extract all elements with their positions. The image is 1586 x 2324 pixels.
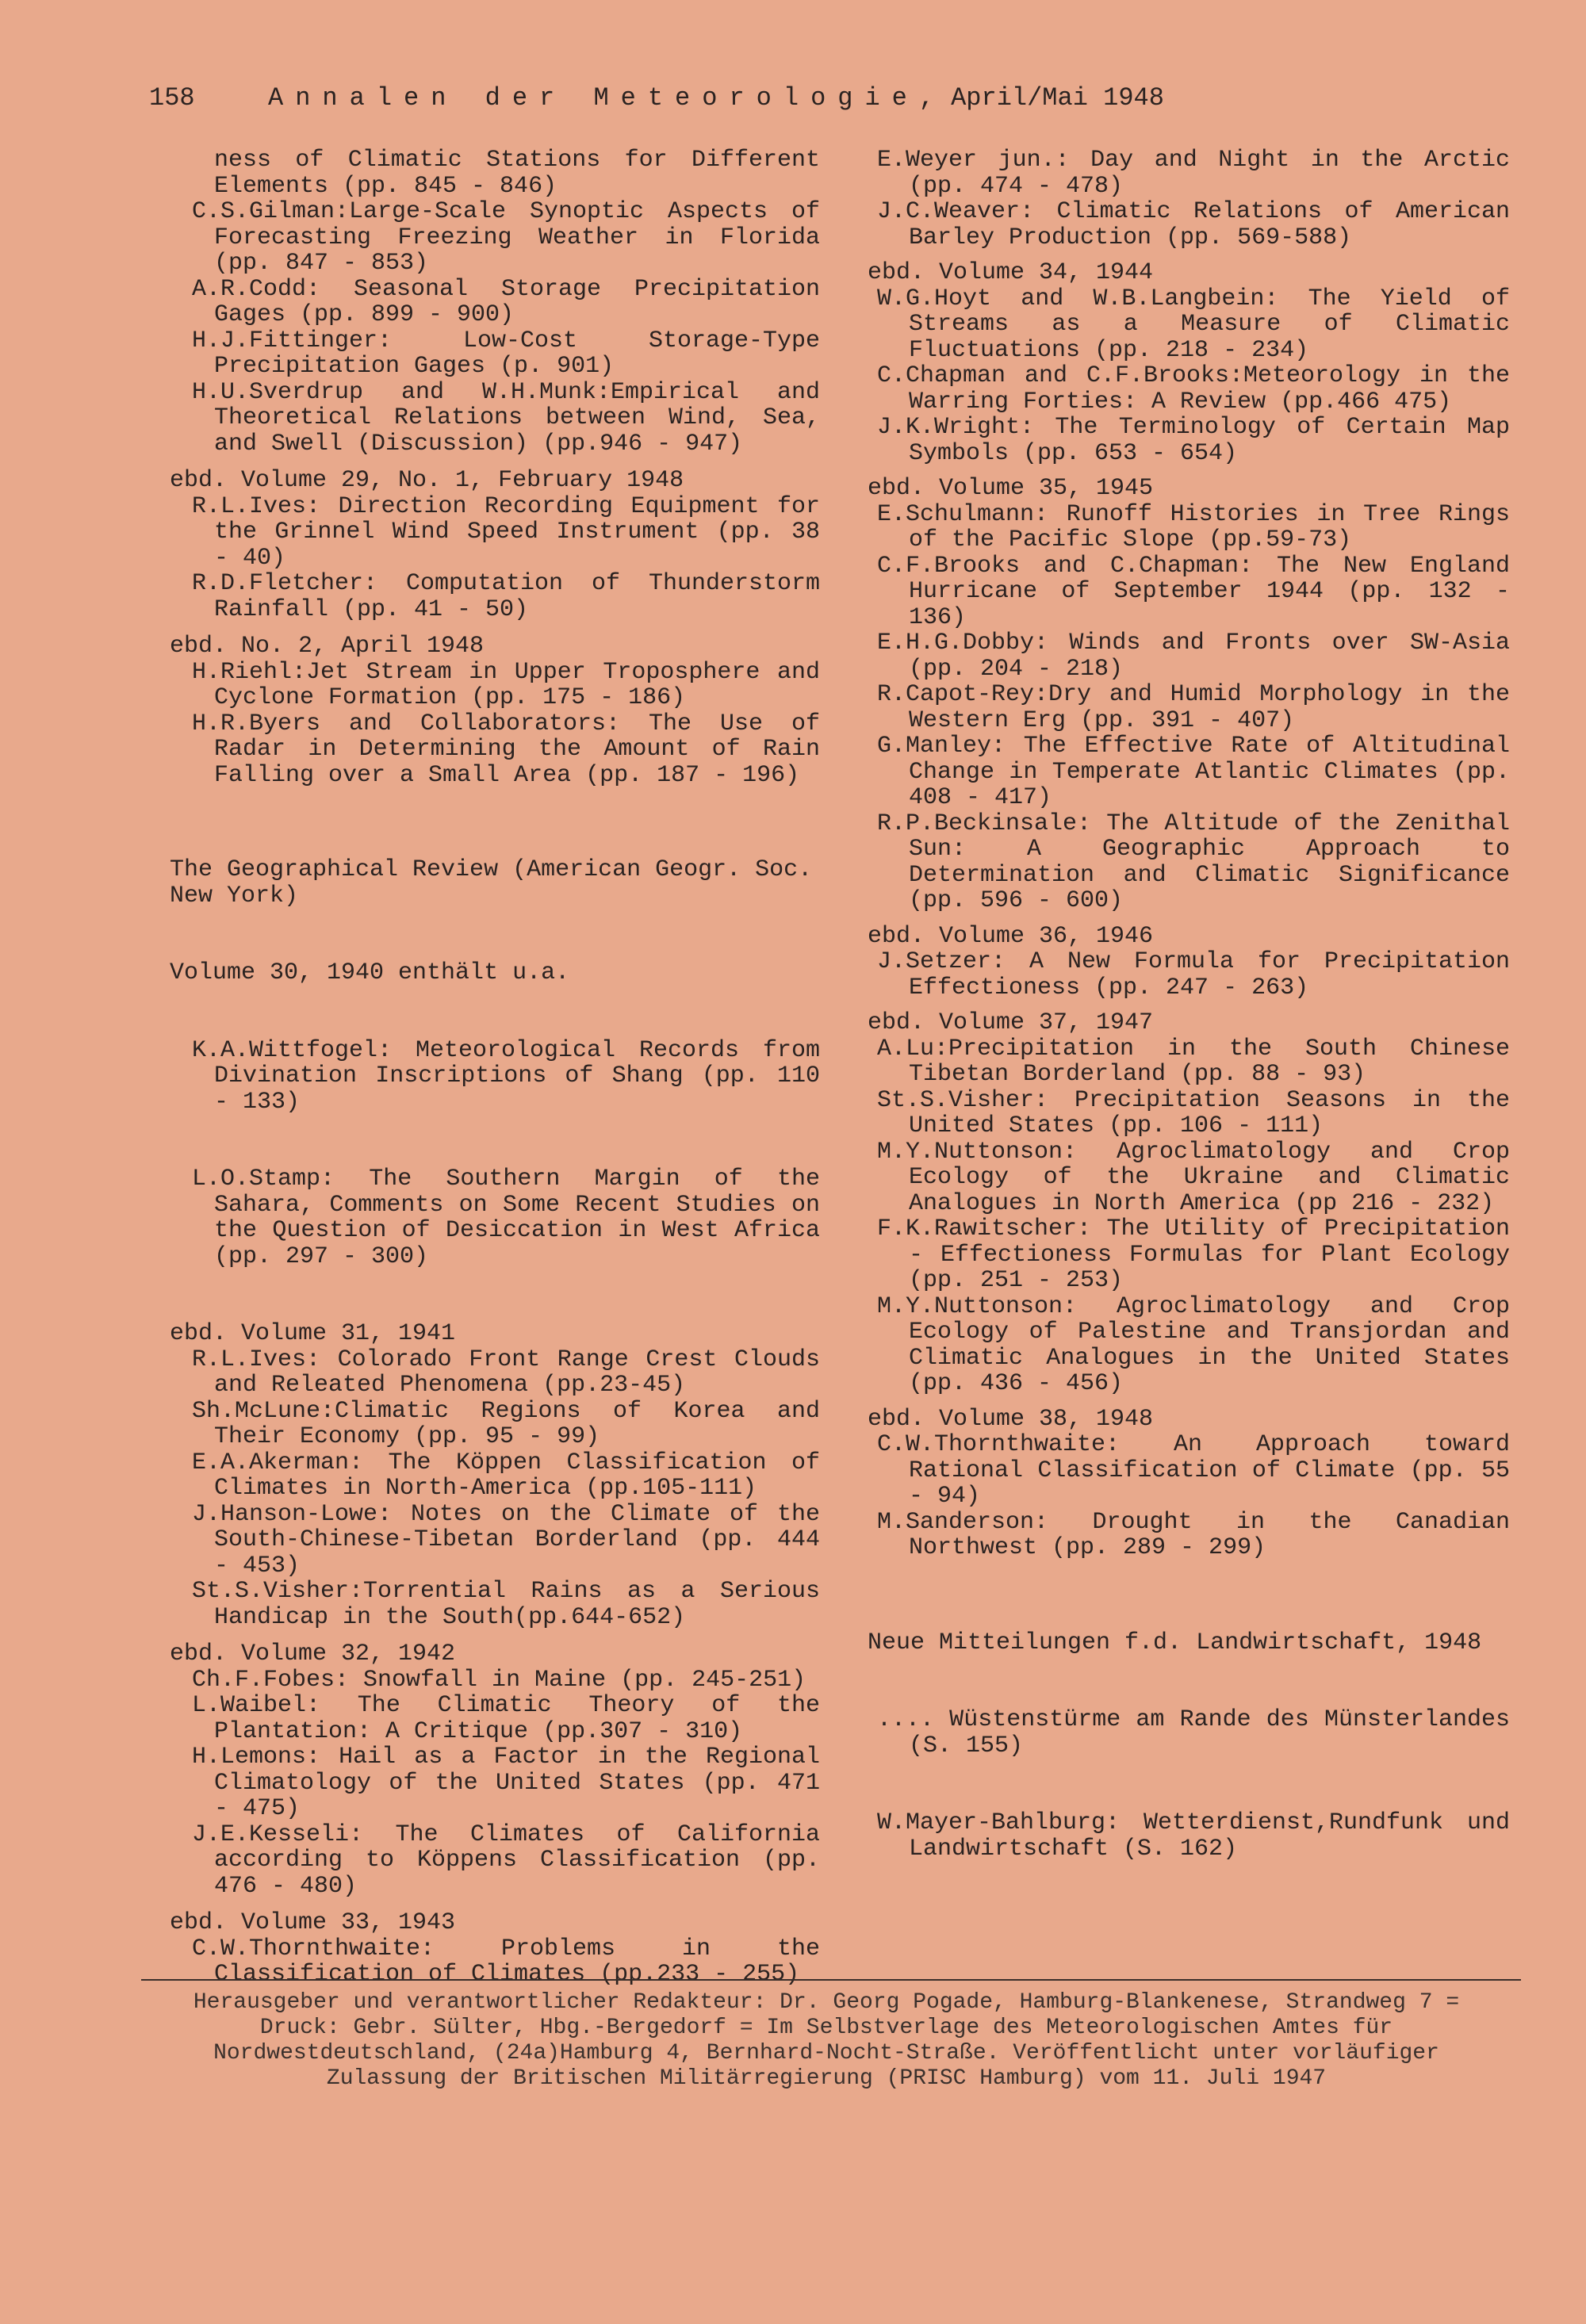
section-heading: ebd. Volume 37, 1947 [868,1009,1154,1036]
publication-section [868,1579,1525,1914]
imprint-footer [176,1990,1477,2092]
right-column [868,147,1525,1923]
volume-section [868,924,1510,1001]
list-item: J.E.Kesseli: The Climates of California according to Köppens Classification (pp. 476 - 480) [192,1821,820,1900]
list-item: Sh.McLune:Climatic Regions of Korea and Their Economy (pp. 95 - 99) [192,1397,820,1450]
section-heading: ebd. Volume 38, 1948 [868,1405,1154,1433]
footer-divider [141,1979,1521,1981]
list-item: H.J.Fittinger: Low-Cost Storage-Type Precipitation Gages (p. 901) [192,327,820,380]
list-item: A.R.Codd: Seasonal Storage Precipitation Gages (pp. 899 - 900) [192,275,820,328]
publication-section [170,806,835,1321]
list-item: R.L.Ives: Direction Recording Equipment for the Grinnel Wind Speed Instrument (pp. 38 - 40) [192,492,820,572]
list-item: R.Capot-Rey:Dry and Humid Morphology in the Western Erg (pp. 391 - 407) [877,681,1510,734]
volume-section [868,1407,1510,1561]
section-heading: ebd. Volume 31, 1941 [170,1320,456,1347]
list-item: M.Sanderson: Drought in the Canadian Northwest (pp. 289 - 299) [877,1508,1510,1561]
list-item: W.Mayer-Bahlburg: Wetterdienst,Rundfunk und Landwirtschaft (S. 162) [877,1809,1525,1863]
list-item: ness of Climatic Stations for Different Elements (pp. 845 - 846) [214,147,820,200]
list-item: R.L.Ives: Colorado Front Range Crest Clouds and Releated Phenomena (pp.23-45) [192,1346,820,1399]
list-item: C.Chapman and C.F.Brooks:Meteorology in the Warring Forties: A Review (pp.466 475) [877,362,1510,415]
list-item: C.W.Thornthwaite: An Approach toward Rational Classification of Climate (pp. 55 - 94) [877,1431,1510,1510]
list-item: E.A.Akerman: The Köppen Classification of Climates in North-America (pp.105-111) [192,1449,820,1502]
imprint-text: Herausgeber und verantwortlicher Redakteur: Dr. Georg Pogade, Hamburg-Blankenese, Strandweg 7 = Druck: Gebr. Sülter, Hbg.-Bergedorf = Im Selbstverlage des Meteorologischen Amtes für Nordwestdeutschland, (24a)Hamburg 4, Bernhard-Nocht-Straße. Veröffentlicht unter vorläufiger Zulassung der Britischen Militärregierung (PRISC Hamburg) vom 11. Juli 1947 [193,1990,1460,2091]
list-item: R.P.Beckinsale: The Altitude of the Zenithal Sun: A Geographic Approach to Determination and Climatic Significance (pp. 596 - 600) [877,810,1510,914]
right-continued-section [868,147,1510,251]
list-item: E.H.G.Dobby: Winds and Fronts over SW-Asia (pp. 204 - 218) [877,630,1510,683]
list-item: C.S.Gilman:Large-Scale Synoptic Aspects of Forecasting Freezing Weather in Florida (pp. 847 - 853) [192,198,820,277]
list-item: R.D.Fletcher: Computation of Thunderstorm Rainfall (pp. 41 - 50) [192,570,820,623]
list-item: G.Manley: The Effective Rate of Altitudinal Change in Temperate Atlantic Climates (pp. 408 - 417) [877,733,1510,811]
list-item: St.S.Visher: Precipitation Seasons in the United States (pp. 106 - 111) [877,1086,1510,1139]
list-item: .... Wüstenstürme am Rande des Münsterlandes (S. 155) [877,1706,1525,1759]
list-item: L.Waibel: The Climatic Theory of the Plantation: A Critique (pp.307 - 310) [192,1692,820,1745]
list-item: St.S.Visher:Torrential Rains as a Serious Handicap in the South(pp.644-652) [192,1578,820,1631]
publication-title: The Geographical Review (American Geogr. Soc. New York) [170,856,827,909]
list-item: E.Schulmann: Runoff Histories in Tree Rings of the Pacific Slope (pp.59-73) [877,500,1510,553]
section-heading: Volume 30, 1940 enthält u.a. [170,959,570,986]
volume-section [170,1641,820,1899]
list-item: L.O.Stamp: The Southern Margin of the Sahara, Comments on Some Recent Studies on the Question of Desiccation in West Africa (pp. 297 - 300) [192,1166,835,1270]
list-item: C.F.Brooks and C.Chapman: The New England Hurricane of September 1944 (pp. 132 - 136) [877,552,1510,631]
section-heading: ebd. Volume 36, 1946 [868,922,1154,950]
journal-title: Annalen der Meteorologie, [268,83,947,113]
section-heading: ebd. Volume 34, 1944 [868,259,1154,286]
publication-title: Neue Mitteilungen f.d. Landwirtschaft, 1948 [868,1629,1482,1656]
volume-section [170,634,820,788]
issue-date: April/Mai 1948 [951,83,1164,113]
left-column [170,147,835,1999]
list-item: W.G.Hoyt and W.B.Langbein: The Yield of Streams as a Measure of Climatic Fluctuations (pp. 218 - 234) [877,285,1510,364]
page-number: 158 [149,83,195,113]
list-item: H.U.Sverdrup and W.H.Munk:Empirical and Theoretical Relations between Wind, Sea, and Swell (Discussion) (pp.946 - 947) [192,378,820,458]
volume-section [170,468,820,622]
list-item: J.C.Weaver: Climatic Relations of American Barley Production (pp. 569-588) [877,198,1510,251]
list-item: K.A.Wittfogel: Meteorological Records from Divination Inscriptions of Shang (pp. 110 - 133) [192,1036,835,1116]
list-item: H.Riehl:Jet Stream in Upper Troposphere and Cyclone Formation (pp. 175 - 186) [192,658,820,711]
list-item: J.K.Wright: The Terminology of Certain Map Symbols (pp. 653 - 654) [877,414,1510,467]
list-item: J.Setzer: A New Formula for Precipitation Effectioness (pp. 247 - 263) [877,948,1510,1001]
list-item: F.K.Rawitscher: The Utility of Precipitation - Effectioness Formulas for Plant Ecology (pp. 251 - 253) [877,1216,1510,1294]
list-item: M.Y.Nuttonson: Agroclimatology and Crop Ecology of the Ukraine and Climatic Analogues in North America (pp 216 - 232) [877,1138,1510,1217]
list-item: C.W.Thornthwaite: Problems in the Classification of Climates (pp.233 - 255) [192,1935,820,1988]
volume-section [868,260,1510,466]
list-item: Ch.F.Fobes: Snowfall in Maine (pp. 245-251) [192,1666,806,1694]
section-heading: ebd. Volume 32, 1942 [170,1641,456,1667]
volume-section [170,1321,820,1630]
left-continued-section [170,147,820,457]
running-header [149,82,1513,114]
volume-section [170,1910,820,1988]
list-item: A.Lu:Precipitation in the South Chinese Tibetan Borderland (pp. 88 - 93) [877,1035,1510,1088]
volume-section [868,1010,1510,1397]
list-item: H.R.Byers and Collaborators: The Use of Radar in Determining the Amount of Rain Falling over a Small Area (pp. 187 - 196) [192,710,820,789]
volume-section [868,476,1510,914]
section-heading: ebd. Volume 29, No. 1, February 1948 [170,467,684,494]
list-item: H.Lemons: Hail as a Factor in the Regional Climatology of the United States (pp. 471 - 475) [192,1744,820,1822]
section-heading: ebd. Volume 35, 1945 [868,475,1154,502]
list-item: M.Y.Nuttonson: Agroclimatology and Crop Ecology of Palestine and Transjordan and Climatic Analogues in the United States (pp. 436 - 456) [877,1292,1510,1397]
section-heading: ebd. Volume 33, 1943 [170,1909,456,1936]
list-item: E.Weyer jun.: Day and Night in the Arctic (pp. 474 - 478) [877,147,1510,200]
list-item: J.Hanson-Lowe: Notes on the Climate of the South-Chinese-Tibetan Borderland (pp. 444 - 453) [192,1500,820,1579]
section-heading: ebd. No. 2, April 1948 [170,633,485,660]
